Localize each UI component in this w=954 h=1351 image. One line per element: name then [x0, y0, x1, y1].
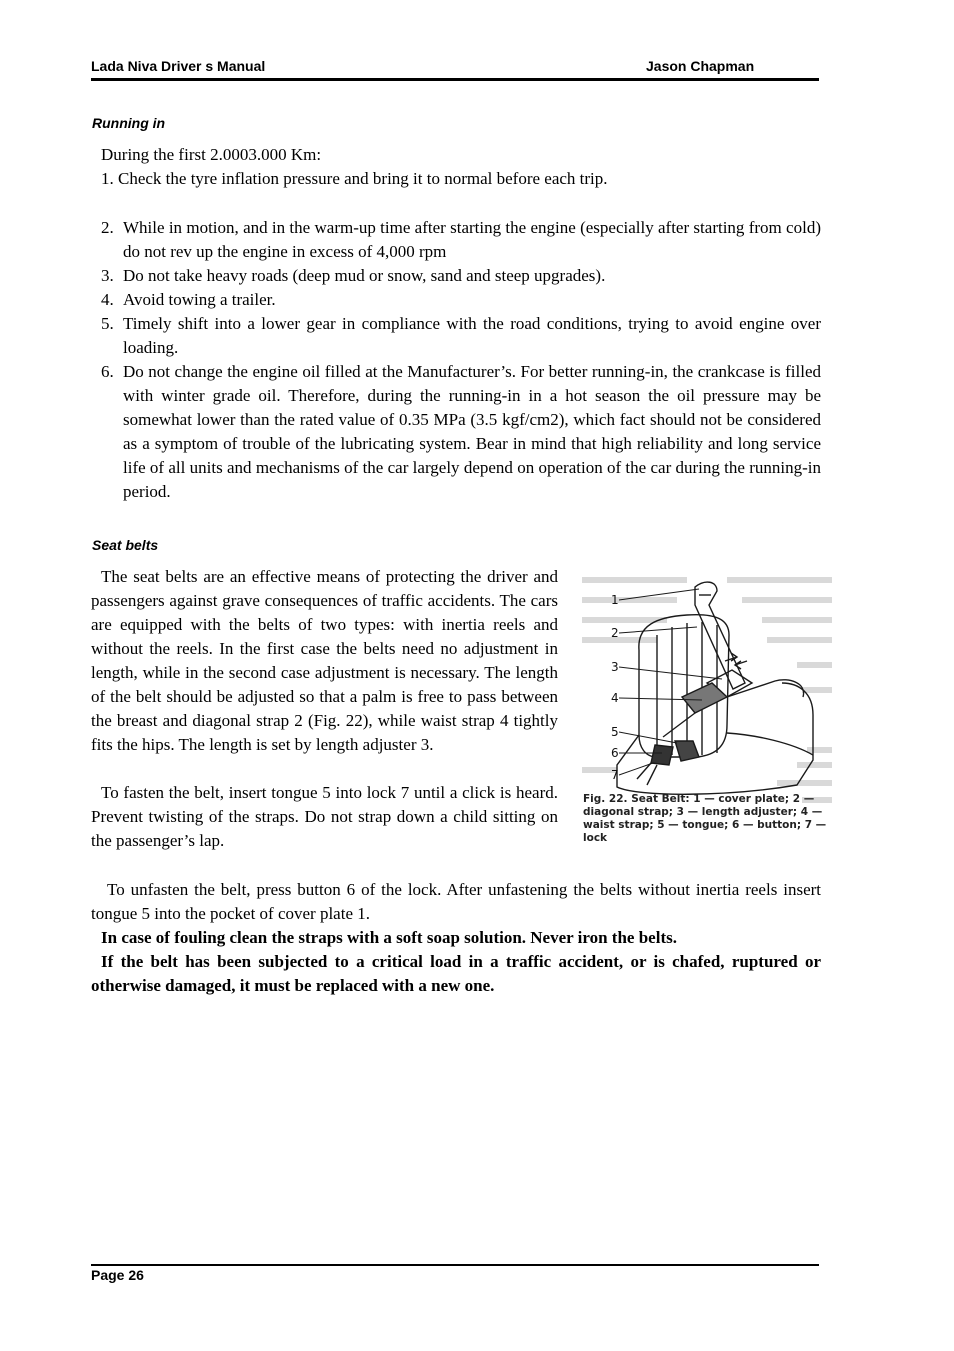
header-title: Lada Niva Driver s Manual [91, 58, 266, 74]
running-in-heading: Running in [92, 115, 166, 131]
seat-belts-paragraph-1: The seat belts are an effective means of protecting the driver and passengers against grave consequences of traffic accidents. The cars are equipped with the belts of two types: with inertia reels and without the reels. In the first case the belts need no adjustment in length, while in the second case adjustment is necessary. The length of the belt should be adjusted so that a palm is free to pass between the breast and diagonal strap 2 (Fig. 22), while waist strap 4 tightly fits the hips. The length is set by length adjuster 3. [91, 567, 558, 754]
running-in-list [101, 216, 821, 504]
seat-belts-paragraph-2: To fasten the belt, insert tongue 5 into lock 7 until a click is heard. Prevent twisting of the straps. Do not strap down a child sitting on the passenger’s lap. [91, 783, 558, 850]
callout-label-5: 5 [611, 725, 619, 739]
page-header [91, 58, 819, 81]
intro-line: During the first 2.0003.000 Km: [101, 145, 322, 164]
page-footer [91, 1264, 819, 1283]
list-item-2: 2. While in motion, and in the warm-up time after starting the engine (especially after starting from cold) do not rev up the engine in excess of 4,000 rpm [101, 218, 821, 261]
list-item-3: 3. Do not take heavy roads (deep mud or snow, sand and steep upgrades). [101, 266, 606, 285]
warning-cleaning: In case of fouling clean the straps with a soft soap solution. Never iron the belts. [101, 928, 677, 947]
callout-label-2: 2 [611, 626, 619, 640]
running-in-intro [101, 143, 821, 191]
header-author: Jason Chapman [646, 58, 755, 74]
callout-label-1: 1 [611, 593, 619, 607]
list-item-6: 6. Do not change the engine oil filled at the Manufacturer’s. For better running-in, the crankcase is filled with winter grade oil. Therefore, during the running-in in a hot season the oil pressure may be somewhat lower than the rated value of 0.35 MPa (3.5 kgf/cm2), which fact should not be considered as a symptom of trouble of the lubricating system. Bear in mind that high reliability and long service life of all units and mechanisms of the car largely depend on operation of the car during the running-in period. [101, 362, 821, 501]
list-item-1: 1. Check the tyre inflation pressure and bring it to normal before each trip. [101, 169, 608, 188]
list-item-4: 4. Avoid towing a trailer. [101, 290, 276, 309]
seat-belts-text [91, 565, 558, 853]
unfasten-paragraph: To unfasten the belt, press button 6 of the lock. After unfastening the belts without inertia reels insert tongue 5 into the pocket of cover plate 1. [91, 880, 821, 923]
callout-label-7: 7 [611, 768, 619, 782]
figure-caption: Fig. 22. Seat Belt: 1 — cover plate; 2 — diagonal strap; 3 — length adjuster; 4 — waist strap; 5 — tongue; 6 — button; 7 — lock [583, 793, 827, 844]
callout-label-6: 6 [611, 746, 619, 760]
seat-drawing [617, 582, 813, 794]
callout-label-3: 3 [611, 660, 619, 674]
page-number: Page 26 [91, 1267, 144, 1283]
callout-label-4: 4 [611, 691, 619, 705]
seat-belts-heading: Seat belts [92, 537, 159, 553]
list-item-5: 5. Timely shift into a lower gear in compliance with the road conditions, trying to avoid engine over loading. [101, 314, 821, 357]
warning-replacement: If the belt has been subjected to a critical load in a traffic accident, or is chafed, ruptured or otherwise damaged, it must be replaced with a new one. [91, 952, 821, 995]
